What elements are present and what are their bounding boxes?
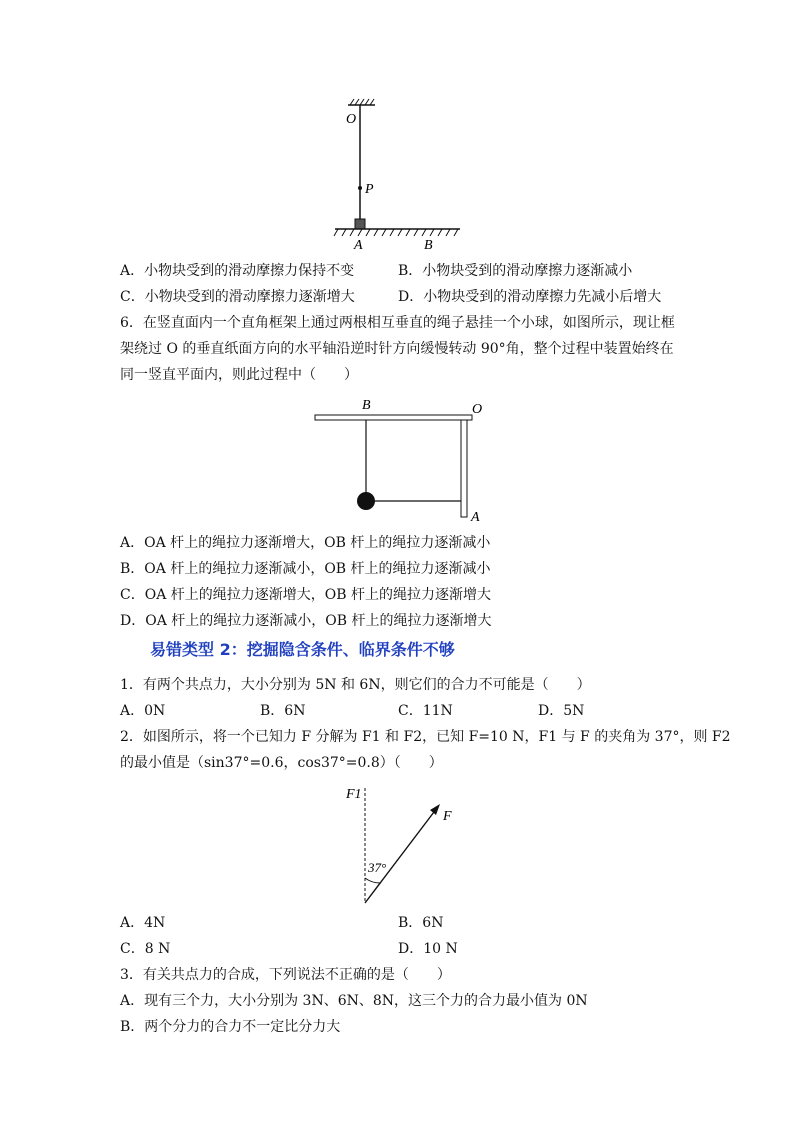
s2q2-stem-line2: 的最小值是（sin37°=0.6，cos37°=0.8）（ ） <box>120 755 443 771</box>
q6-option-c: C．OA 杆上的绳拉力逐渐增大，OB 杆上的绳拉力逐渐增大 <box>120 587 491 603</box>
q5-option-d: D．小物块受到的滑动摩擦力先减小后增大 <box>398 289 662 305</box>
section-heading: 易错类型 2：挖掘隐含条件、临界条件不够 <box>150 640 455 659</box>
s2q3-option-b: B．两个分力的合力不一定比分力大 <box>120 1019 341 1035</box>
s2q1-stem: 1．有两个共点力，大小分别为 5N 和 6N，则它们的合力不可能是（ ） <box>120 677 591 693</box>
figure-frame-ball <box>300 395 500 530</box>
q6-option-b: B．OA 杆上的绳拉力逐渐减小，OB 杆上的绳拉力逐渐减小 <box>120 561 491 577</box>
fig1-label-B: B <box>424 238 433 253</box>
q6-stem-line3: 同一竖直平面内，则此过程中（ ） <box>120 367 358 383</box>
q6-option-a: A．OA 杆上的绳拉力逐渐增大，OB 杆上的绳拉力逐渐减小 <box>120 535 491 551</box>
s2q3-option-a: A．现有三个力，大小分别为 3N、6N、8N，这三个力的合力最小值为 0N <box>120 993 588 1009</box>
s2q2-stem-line1: 2．如图所示，将一个已知力 F 分解为 F1 和 F2，已知 F=10 N，F1 与 F 的夹角为 37°，则 F2 <box>120 729 731 745</box>
fig3-label-F: F <box>443 809 452 824</box>
s2q1-option-c: C．11N <box>398 703 453 719</box>
fig3-label-angle: 37° <box>368 860 387 875</box>
q5-option-a: A．小物块受到的滑动摩擦力保持不变 <box>120 263 355 279</box>
fig2-label-O: O <box>472 402 483 417</box>
q6-stem-line1: 6．在竖直面内一个直角框架上通过两根相互垂直的绳子悬挂一个小球，如图所示，现让框 <box>120 315 675 331</box>
s2q1-option-b: B．6N <box>260 703 306 719</box>
q5-option-c: C．小物块受到的滑动摩擦力逐渐增大 <box>120 289 355 305</box>
s2q2-option-c: C．8 N <box>120 941 171 957</box>
figure-force-decomposition <box>330 778 470 908</box>
q5-option-b: B．小物块受到的滑动摩擦力逐渐减小 <box>398 263 633 279</box>
s2q2-option-d: D．10 N <box>398 941 458 957</box>
fig1-label-P: P <box>365 182 374 197</box>
q6-stem-line2: 架绕过 O 的垂直纸面方向的水平轴沿逆时针方向缓慢转动 90°角，整个过程中装置始终在 <box>120 341 674 357</box>
fig2-label-A: A <box>471 510 480 525</box>
fig2-label-B: B <box>362 398 371 413</box>
s2q3-stem: 3．有关共点力的合成，下列说法不正确的是（ ） <box>120 967 451 983</box>
q6-option-d: D．OA 杆上的绳拉力逐渐减小，OB 杆上的绳拉力逐渐增大 <box>120 613 492 629</box>
s2q2-option-b: B．6N <box>398 915 444 931</box>
fig1-label-A: A <box>354 238 363 253</box>
s2q2-option-a: A．4N <box>120 915 166 931</box>
fig1-label-O: O <box>346 112 357 127</box>
s2q1-option-a: A．0N <box>120 703 166 719</box>
s2q1-option-d: D．5N <box>538 703 585 719</box>
fig3-label-F1: F1 <box>346 787 362 802</box>
figure-rod-block <box>320 95 480 255</box>
